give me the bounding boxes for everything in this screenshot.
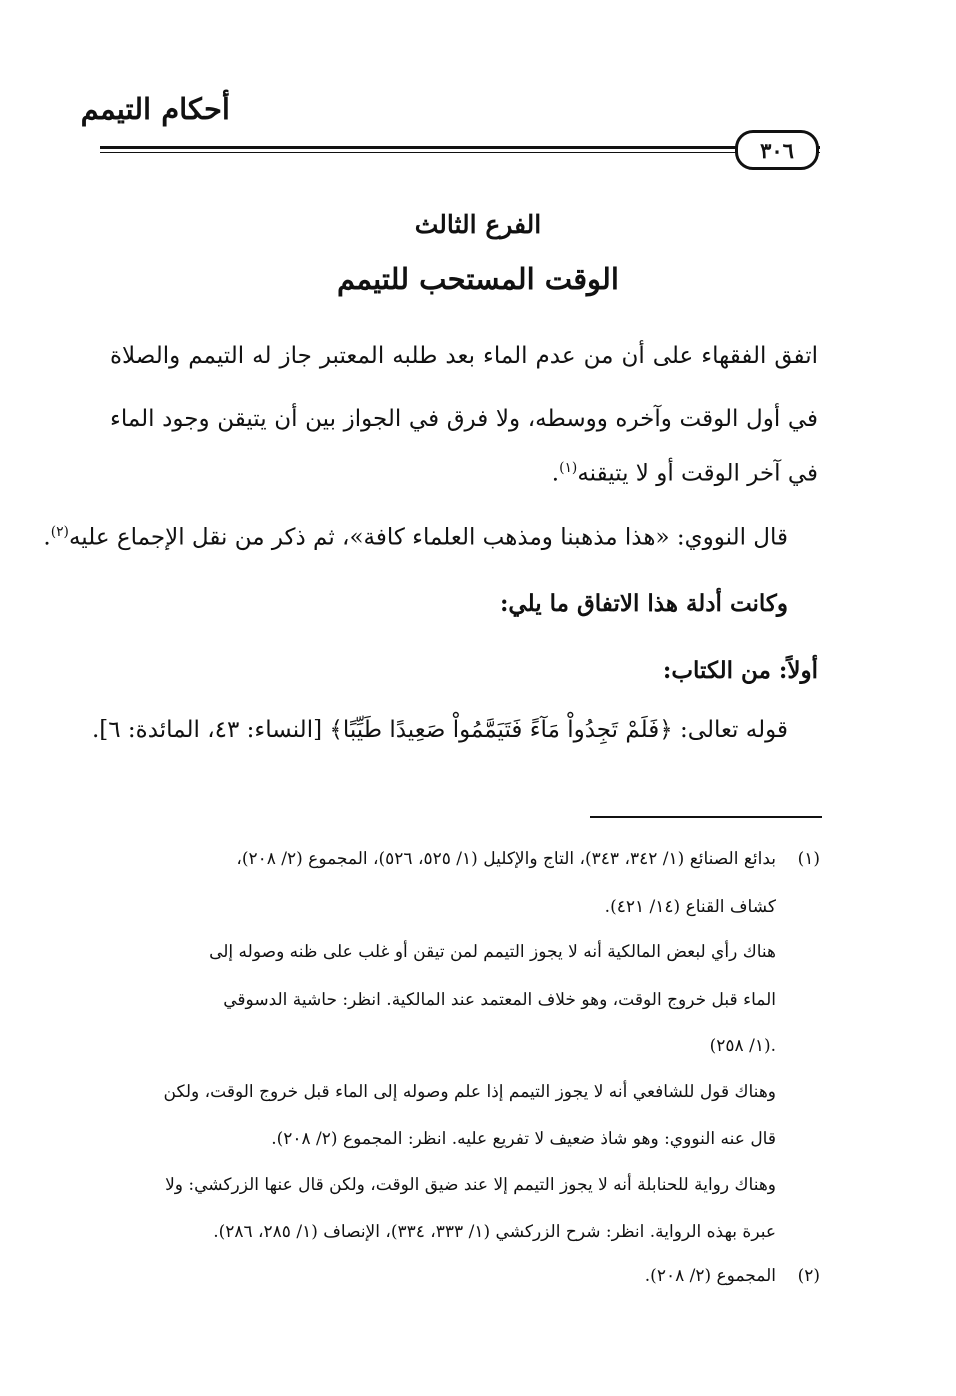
paragraph1-line3-text: في آخر الوقت أو لا يتيقنه <box>577 460 818 487</box>
paragraph2-text: قال النووي: «هذا مذهبنا ومذهب العلماء كافة»، ثم ذكر من نقل الإجماع عليه <box>68 524 788 551</box>
footnote1-line2: كشاف القناع (١٤/ ٤٢١). <box>604 897 776 917</box>
paragraph1-end: . <box>551 460 560 487</box>
footnote-ref-2[interactable]: (٢) <box>50 524 69 540</box>
paragraph1-line2: في أول الوقت وآخره ووسطه، ولا فرق في الجواز بين أن يتيقن وجود الماء <box>110 406 818 432</box>
footnote2-marker: (٢) <box>797 1266 820 1286</box>
running-head-title: أحكام التيمم <box>80 92 230 126</box>
paragraph2-end: . <box>43 524 51 551</box>
footnote2-text: المجموع (٢/ ٢٠٨). <box>644 1266 776 1286</box>
page-number: ٣٠٦ <box>735 130 819 170</box>
footnote-note-b-line2: قال عنه النووي: وهو شاذ ضعيف لا تفريع عليه. انظر: المجموع (٢/ ٢٠٨). <box>271 1129 776 1149</box>
footnote-note-a-line3: (١/ ٢٥٨). <box>709 1036 776 1056</box>
paragraph1-line1: اتفق الفقهاء على أن من عدم الماء بعد طلبه المعتبر جاز له التيمم والصلاة <box>110 343 818 369</box>
footnote-note-c-line1: وهناك رواية للحنابلة أنه لا يجوز التيمم إلا عند ضيق الوقت، ولكن قال عنها الزركشي: ولا <box>165 1175 776 1195</box>
footnote-note-b-line1: وهناك قول للشافعي أنه لا يجوز التيمم إذا علم وصوله إلى الماء قبل خروج الوقت، ولكن <box>163 1082 776 1102</box>
footnote-ref-1[interactable]: (١) <box>559 460 578 476</box>
first-evidence-heading: أولاً: من الكتاب: <box>662 657 818 684</box>
section-heading: الفرع الثالث <box>414 210 542 239</box>
paragraph2 <box>43 524 788 552</box>
footnote-note-a-line2: الماء قبل خروج الوقت، وهو خلاف المعتمد عند المالكية. انظر: حاشية الدسوقي <box>223 990 776 1010</box>
title-heading: الوقت المستحب للتيمم <box>337 262 619 296</box>
footnote-note-c-line2: عبرة بهذه الرواية. انظر: شرح الزركشي (١/ ٣٣٣، ٣٣٤)، الإنصاف (١/ ٢٨٥، ٢٨٦). <box>213 1222 776 1242</box>
footnote-note-a-line1: هناك رأي لبعض المالكية أنه لا يجوز التيمم لمن تيقن أو غلب على ظنه وصوله إلى <box>209 942 776 962</box>
footnote1-marker: (١) <box>797 849 820 869</box>
header-rule-thick <box>100 146 820 149</box>
quran-verse-line: قوله تعالى: ﴿فَلَمْ تَجِدُواْ مَآءً فَتَيَمَّمُواْ صَعِيدًا طَيِّبًا﴾ [النساء: ٤٣، المائدة: ٦]. <box>91 717 788 743</box>
paragraph1-line3 <box>100 460 818 488</box>
footnote1-line1: بدائع الصنائع (١/ ٣٤٢، ٣٤٣)، التاج والإكليل (١/ ٥٢٥، ٥٢٦)، المجموع (٢/ ٢٠٨)، <box>236 849 776 869</box>
evidence-intro: وكانت أدلة هذا الاتفاق ما يلي: <box>499 590 788 617</box>
header-rule-thin <box>100 152 820 153</box>
footnote-separator <box>590 816 822 818</box>
